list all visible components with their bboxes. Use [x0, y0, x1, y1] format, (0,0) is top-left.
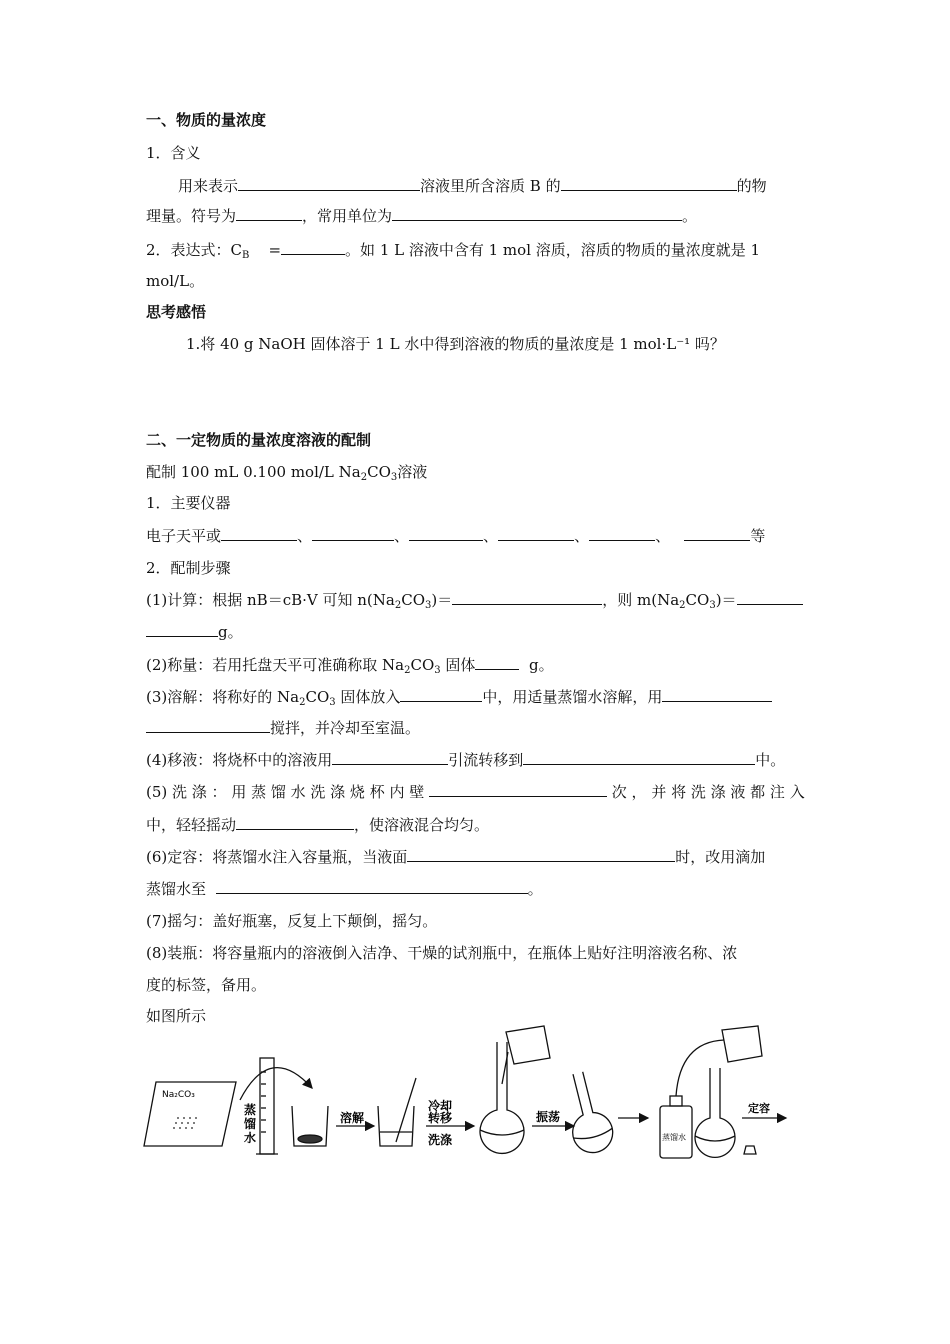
cool-label: 冷却	[428, 1099, 453, 1113]
dissolve-label: 溶解	[340, 1111, 365, 1125]
pouring-beaker-1	[506, 1026, 550, 1064]
blank-wash-times[interactable]	[429, 782, 607, 797]
think-question: 1.将 40 g NaOH 固体溶于 1 L 水中得到溶液的物质的量浓度是 1 mol·L⁻¹ 吗？	[186, 335, 725, 353]
pouring-beaker-2	[722, 1026, 762, 1062]
prep-line: 配制 100 mL 0.100 mol/L $Na_2CO_3$溶液	[146, 463, 428, 483]
water-label-2: 馏	[244, 1117, 257, 1131]
fix-label: 定容	[748, 1102, 770, 1115]
instruments-line: 电子天平或 、 、 、 、 、 等	[146, 527, 766, 545]
blank-expression[interactable]	[281, 240, 345, 255]
blank-instrument-4[interactable]	[498, 526, 574, 541]
item1-heading: 1．含义	[146, 144, 201, 162]
blank-mass-b[interactable]	[146, 622, 218, 637]
blank-instrument-1[interactable]	[221, 526, 297, 541]
blank-guide[interactable]	[332, 750, 448, 765]
expression-line: 2．表达式：$C_B$ = 。如 1 L 溶液中含有 1 mol 溶质，溶质的物质的量浓度就是 1	[146, 241, 761, 261]
expression-line2: mol/L。	[146, 272, 205, 290]
step1-line2: g。	[146, 622, 243, 642]
step6-line2: 蒸馏水至 。	[146, 880, 543, 898]
step6-line1: (6)定容：将蒸馏水注入容量瓶，当液面 时，改用滴加	[146, 848, 766, 866]
solution-prep-diagram	[140, 1022, 820, 1172]
step5-line2: 中，轻轻摇动 ，使溶液混合均匀。	[146, 816, 490, 834]
volumetric-flask-2	[558, 1068, 616, 1157]
blank-instrument-2[interactable]	[312, 526, 394, 541]
instruments-heading: 1．主要仪器	[146, 494, 231, 512]
step1-line1: (1)计算：根据 nB＝cB·V 可知 $n(Na_2CO_3)=$ ，则 $m(Na_2CO_3)=$	[146, 590, 803, 610]
step8-line1: (8)装瓶：将容量瓶内的溶液倒入洁净、干燥的试剂瓶中，在瓶体上贴好注明溶液名称、浓	[146, 944, 738, 962]
blank-instrument-6[interactable]	[684, 526, 750, 541]
blank-container[interactable]	[400, 687, 482, 702]
blank-flask[interactable]	[523, 750, 755, 765]
blank-instrument-3[interactable]	[409, 526, 483, 541]
pour-arrow	[240, 1068, 312, 1100]
wash-tube	[676, 1040, 724, 1096]
bottle-label: 蒸馏水	[662, 1133, 686, 1142]
step7-line: (7)摇匀：盖好瓶塞，反复上下颠倒，摇匀。	[146, 912, 438, 930]
section2-title: 二、一定物质的量浓度溶液的配制	[146, 431, 372, 449]
shake-label: 振荡	[536, 1110, 561, 1124]
blank-mass-a[interactable]	[737, 590, 803, 605]
water-label-1: 蒸	[244, 1103, 257, 1117]
flask-stopper	[744, 1146, 756, 1154]
volumetric-flask-3	[695, 1068, 735, 1157]
blank-unit[interactable]	[392, 206, 682, 221]
step2-line: (2)称量：若用托盘天平可准确称取 $Na_2CO_3$ 固体 g。	[146, 656, 554, 676]
transfer-label: 转移	[428, 1111, 453, 1125]
steps-heading: 2．配制步骤	[146, 559, 231, 577]
section1-title: 一、物质的量浓度	[146, 111, 267, 129]
step3-line1: (3)溶解：将称好的 $Na_2CO_3$ 固体放入 中，用适量蒸馏水溶解，用	[146, 687, 772, 707]
wash-bottle	[660, 1106, 692, 1158]
think-title: 思考感悟	[146, 303, 207, 321]
step8-line2: 度的标签，备用。	[146, 976, 267, 994]
blank-quantity[interactable]	[561, 176, 737, 191]
powder-dots	[173, 1117, 197, 1129]
blank-level[interactable]	[407, 847, 675, 862]
figure-caption: 如图所示	[146, 1007, 207, 1025]
definition-line1: 用来表示 溶液里所含溶质 B 的 的物	[178, 177, 767, 195]
blank-weigh[interactable]	[475, 655, 519, 670]
water-label-3: 水	[244, 1131, 257, 1145]
blank-solution[interactable]	[238, 176, 420, 191]
blank-moles[interactable]	[452, 590, 602, 605]
blank-stir-tool-b[interactable]	[146, 718, 270, 733]
blank-mark[interactable]	[216, 879, 528, 894]
volumetric-flask-1	[480, 1042, 524, 1153]
definition-line2: 理量。符号为 ，常用单位为 。	[146, 207, 698, 225]
step4-line: (4)移液：将烧杯中的溶液用 引流转移到 中。	[146, 751, 786, 769]
blank-symbol[interactable]	[236, 206, 302, 221]
step5-line1: (5) 洗 涤 ： 用 蒸 馏 水 洗 涤 烧 杯 内 壁 次 ， 并 将 洗 涤 液 都 注 入	[146, 783, 805, 801]
wash-label: 洗涤	[428, 1133, 453, 1147]
na2co3-label: Na₂CO₃	[162, 1090, 195, 1100]
blank-stir-tool-a[interactable]	[662, 687, 772, 702]
blank-instrument-5[interactable]	[589, 526, 655, 541]
blank-shake[interactable]	[236, 815, 354, 830]
step3-line2: 搅拌，并冷却至室温。	[146, 718, 420, 738]
